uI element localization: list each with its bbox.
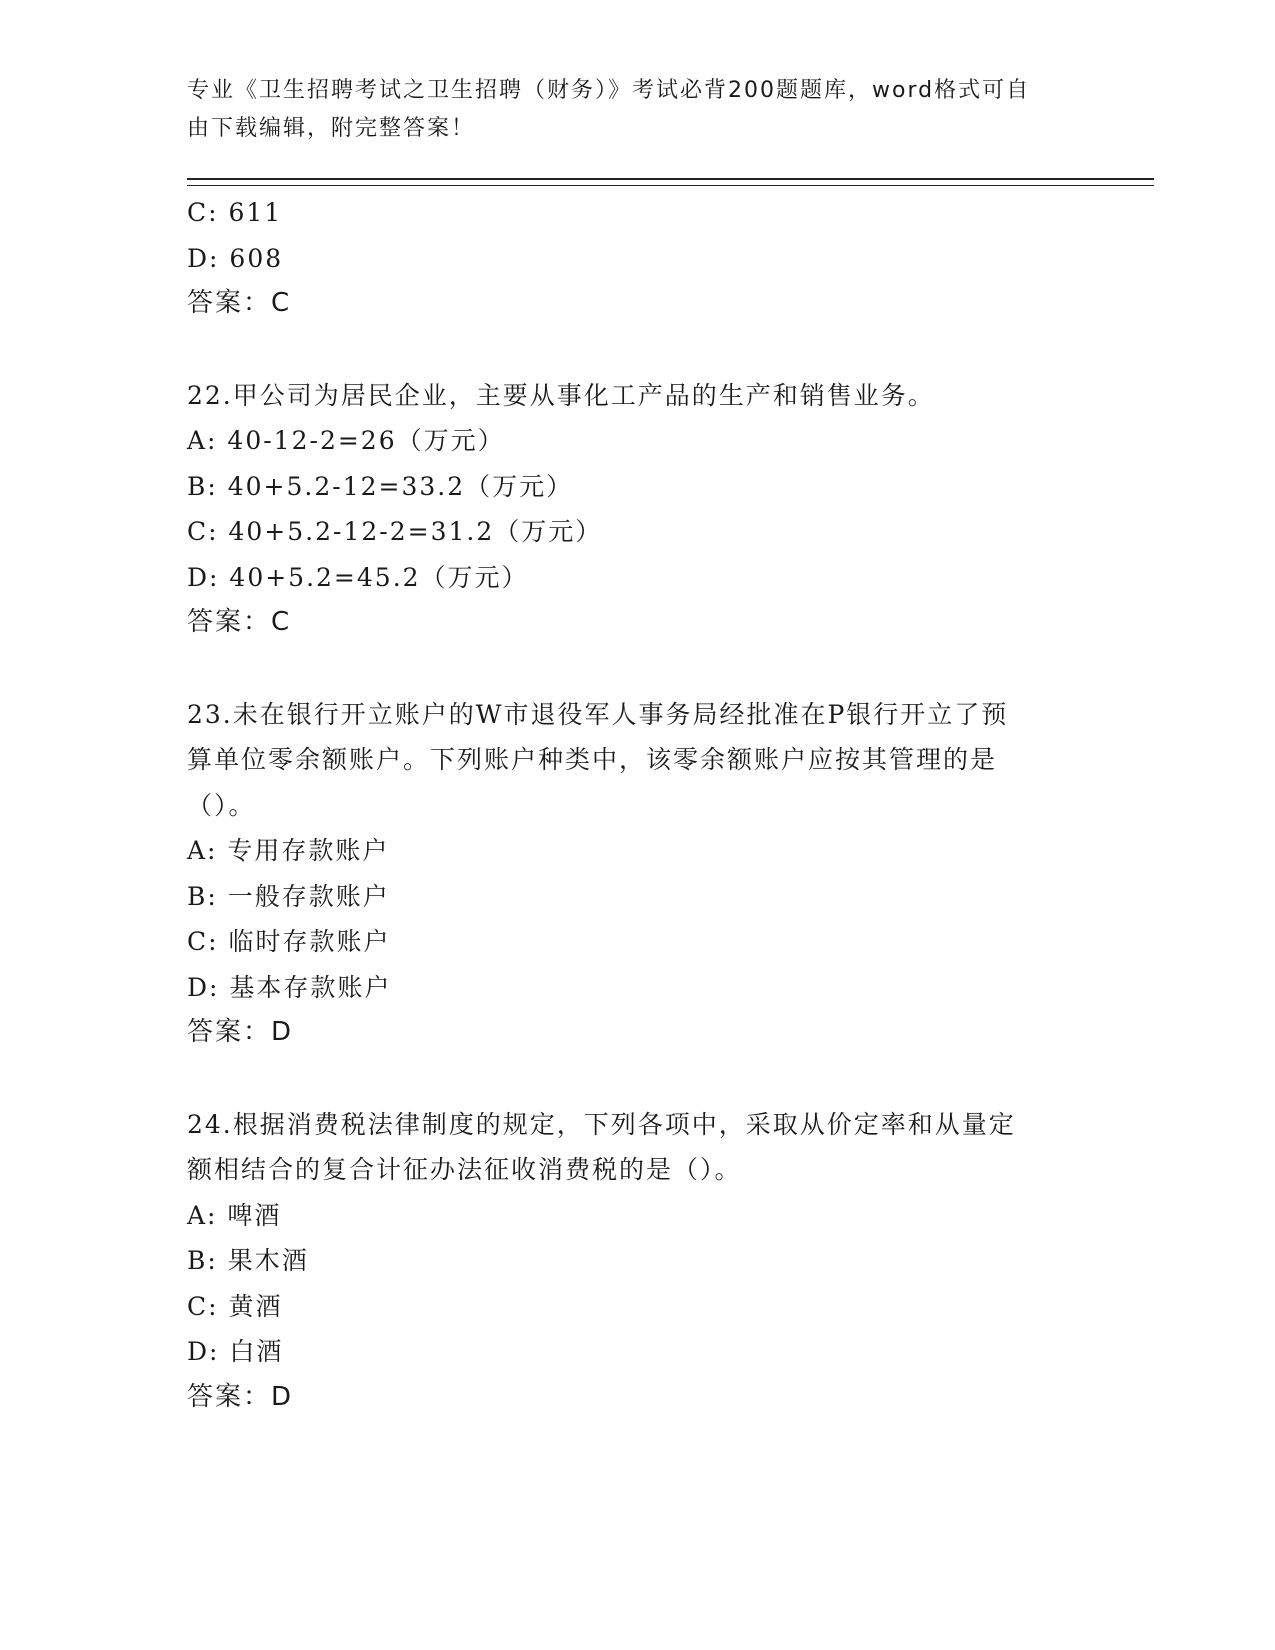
- question-text-line: 额相结合的复合计征办法征收消费税的是（）。: [187, 1155, 742, 1184]
- option-b: B: 40+5.2-12=33.2（万元）: [187, 471, 574, 501]
- question-24: [187, 1102, 1087, 1421]
- spacer: [187, 1056, 1087, 1102]
- answer: 答案：C: [187, 288, 292, 318]
- option-d: D: 40+5.2=45.2（万元）: [187, 562, 529, 592]
- spacer: [187, 646, 1087, 692]
- option-a: A: 啤酒: [187, 1200, 282, 1230]
- header-line-2: 由下载编辑，附完整答案！: [187, 116, 476, 141]
- previous-question-tail: [187, 190, 1087, 327]
- option-c: C: 611: [187, 198, 283, 227]
- question-text-line: 23.未在银行开立账户的W市退役军人事务局经批准在P银行开立了预: [187, 699, 1009, 729]
- option-d: D: 608: [187, 243, 284, 273]
- question-22: [187, 373, 1087, 646]
- option-c: C: 临时存款账户: [187, 927, 391, 956]
- option-b: B: 果木酒: [187, 1246, 309, 1275]
- question-23: [187, 692, 1087, 1056]
- option-a: A: 40-12-2=26（万元）: [187, 426, 505, 455]
- question-list: [187, 190, 1087, 1420]
- option-b: B: 一般存款账户: [187, 881, 390, 911]
- option-c: C: 40+5.2-12-2=31.2（万元）: [187, 517, 603, 546]
- page-header: [187, 72, 1067, 148]
- option-a: A: 专用存款账户: [187, 836, 390, 865]
- question-text-line: 算单位零余额账户。下列账户种类中，该零余额账户应按其管理的是: [187, 745, 998, 774]
- answer: 答案：D: [187, 1381, 294, 1412]
- header-line-1: 专业《卫生招聘考试之卫生招聘（财务）》考试必背200题题库，word格式可自: [187, 78, 1031, 103]
- option-d: D: 白酒: [187, 1337, 284, 1366]
- question-text-line: 24.根据消费税法律制度的规定，下列各项中，采取从价定率和从量定: [187, 1109, 1016, 1139]
- question-text-line: （）。: [187, 790, 256, 820]
- answer: 答案：C: [187, 607, 292, 637]
- header-divider: [187, 178, 1154, 186]
- spacer: [187, 327, 1087, 373]
- question-text: 22.甲公司为居民企业，主要从事化工产品的生产和销售业务。: [187, 380, 935, 410]
- option-c: C: 黄酒: [187, 1291, 283, 1321]
- answer: 答案：D: [187, 1017, 294, 1047]
- option-d: D: 基本存款账户: [187, 972, 392, 1002]
